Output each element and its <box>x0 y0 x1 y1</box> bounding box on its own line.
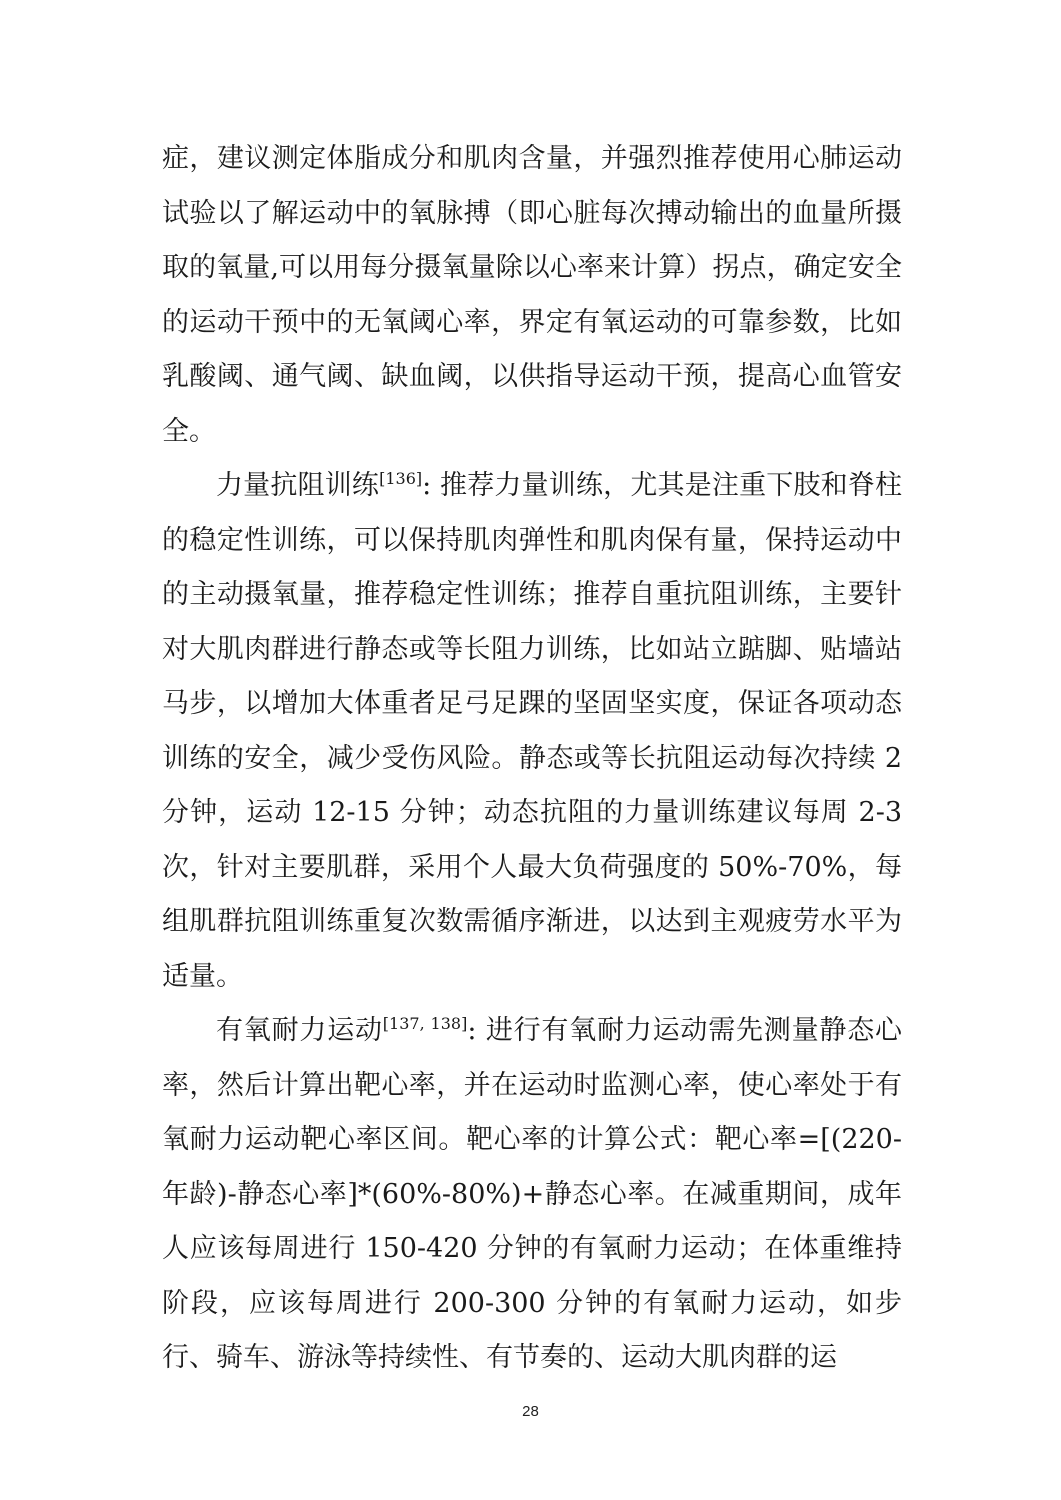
paragraph-continued <box>162 132 902 459</box>
paragraph-strength-training <box>162 459 902 1004</box>
paragraph-lead: 力量抗阻训练 <box>216 470 380 501</box>
paragraph-aerobic-endurance <box>162 1004 902 1386</box>
paragraph-text: 症，建议测定体脂成分和肌肉含量，并强烈推荐使用心肺运动试验以了解运动中的氧脉搏（即心脏每次搏动输出的血量所摄取的氧量,可以用每分摄氧量除以心率来计算）拐点，确定安全的运动干预中的无氧阈心率，界定有氧运动的可靠参数，比如乳酸阈、通气阈、缺血阈，以供指导运动干预，提高心血管安全。 <box>162 143 902 447</box>
body-text <box>162 132 902 1386</box>
citation-reference: [137, 138] <box>382 1014 468 1033</box>
page-number: 28 <box>522 1403 539 1420</box>
paragraph-text: : 进行有氧耐力运动需先测量静态心率，然后计算出靶心率，并在运动时监测心率，使心率处于有氧耐力运动靶心率区间。靶心率的计算公式：靶心率=[(220-年龄)-静态心率]*(60%-80%)+静态心率。在减重期间，成年人应该每周进行 150-420 分钟的有氧耐力运动；在体重维持阶段，应该每周进行 200-300 分钟的有氧耐力运动，如步行、骑车、游泳等持续性、有节奏的、运动大肌肉群的运 <box>162 1015 903 1373</box>
paragraph-text: : 推荐力量训练，尤其是注重下肢和脊柱的稳定性训练，可以保持肌肉弹性和肌肉保有量，保持运动中的主动摄氧量，推荐稳定性训练；推荐自重抗阻训练，主要针对大肌肉群进行静态或等长阻力训练，比如站立踮脚、贴墙站马步，以增加大体重者足弓足踝的坚固坚实度，保证各项动态训练的安全，减少受伤风险。静态或等长抗阻运动每次持续 2 分钟，运动 12-15 分钟；动态抗阻的力量训练建议每周 2-3 次，针对主要肌群，采用个人最大负荷强度的 50%-70%，每组肌群抗阻训练重复次数需循序渐进，以达到主观疲劳水平为适量。 <box>162 470 902 992</box>
paragraph-lead: 有氧耐力运动 <box>216 1015 383 1046</box>
citation-reference: [136] <box>379 469 423 488</box>
